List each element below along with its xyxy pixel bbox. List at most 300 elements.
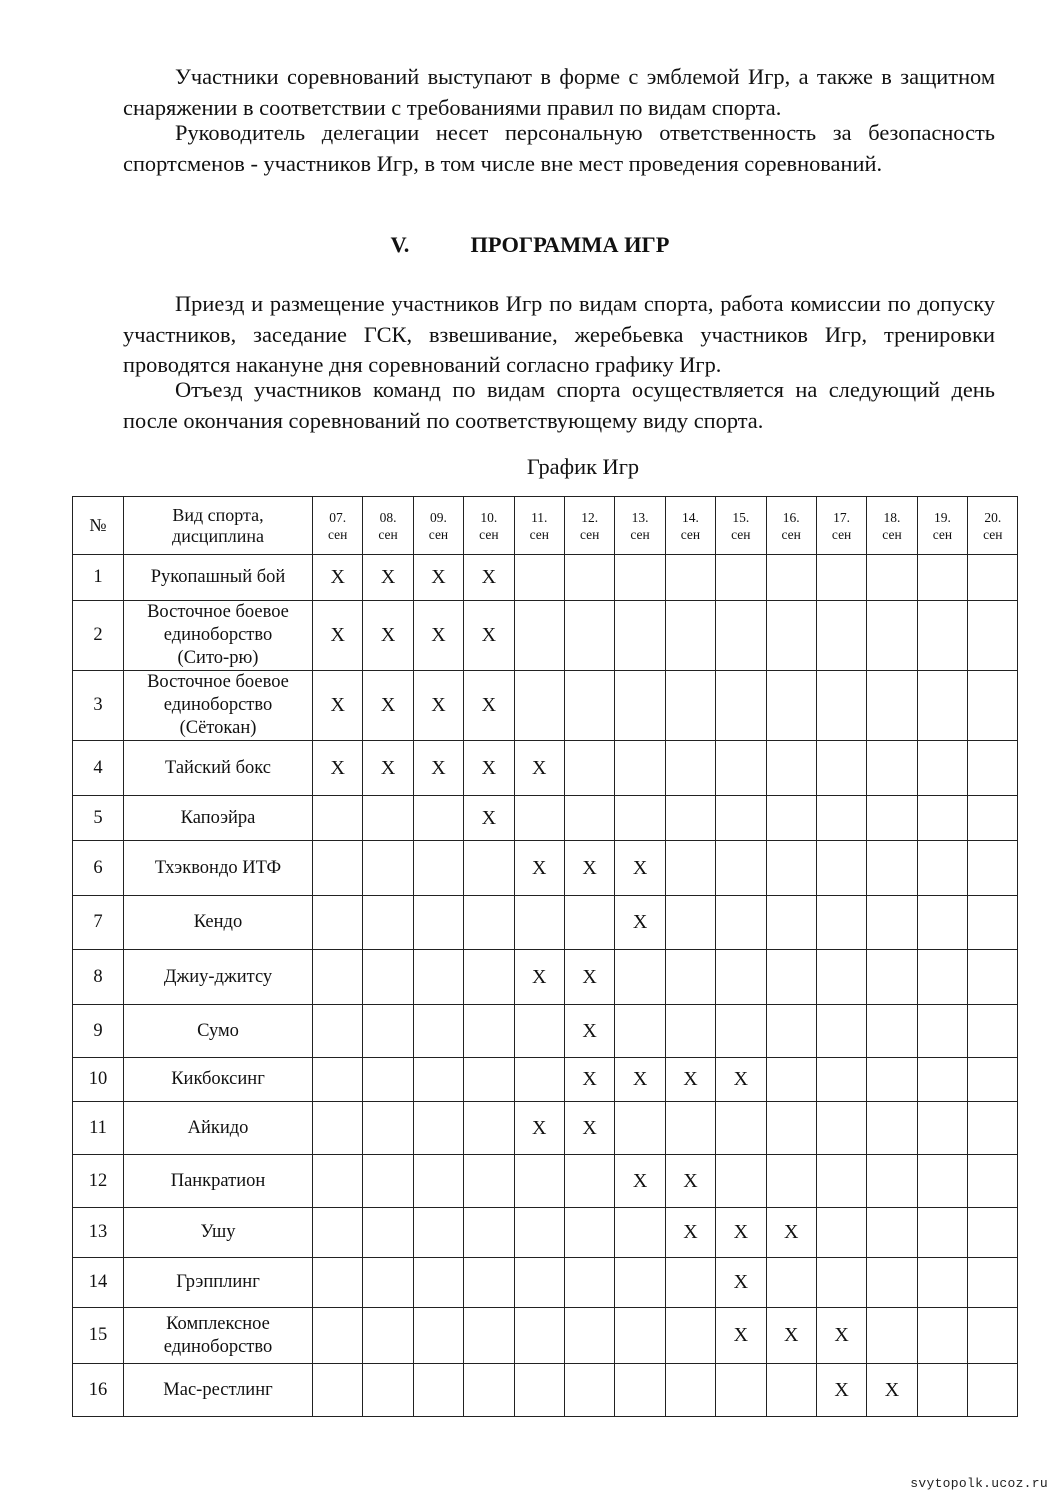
schedule-cell [464, 896, 514, 950]
schedule-cell [968, 1058, 1018, 1102]
header-date-day: 16. [782, 509, 800, 525]
schedule-mark: X [363, 671, 413, 741]
schedule-cell [917, 1155, 967, 1208]
schedule-cell [514, 671, 564, 741]
schedule-cell [514, 601, 564, 671]
row-sport [124, 896, 313, 950]
sport-name-line: Комплексное [166, 1313, 270, 1334]
row-sport [124, 1208, 313, 1258]
schedule-cell [766, 741, 816, 796]
schedule-cell [766, 1005, 816, 1058]
schedule-cell [564, 671, 614, 741]
schedule-cell [363, 1308, 413, 1364]
schedule-cell [665, 950, 715, 1005]
schedule-cell [716, 555, 766, 601]
schedule-cell [816, 1005, 866, 1058]
header-date-month: сен [630, 526, 650, 542]
schedule-cell [867, 1258, 917, 1308]
row-number: 16 [73, 1364, 124, 1417]
schedule-cell [514, 896, 564, 950]
sport-name-line: Восточное боевое [147, 672, 289, 692]
schedule-mark: X [615, 1058, 665, 1102]
schedule-cell [413, 1258, 463, 1308]
schedule-cell [816, 741, 866, 796]
schedule-cell [363, 1058, 413, 1102]
table-row [73, 796, 1018, 841]
schedule-cell [615, 1308, 665, 1364]
schedule-cell [514, 796, 564, 841]
header-date-month: сен [428, 526, 449, 542]
schedule-cell [665, 1364, 715, 1417]
header-date-day: 09. [430, 509, 447, 525]
schedule-cell [968, 1208, 1018, 1258]
header-date [917, 497, 967, 555]
schedule-cell [514, 555, 564, 601]
schedule-cell [313, 1258, 363, 1308]
table-row [73, 841, 1018, 896]
schedule-mark: X [615, 841, 665, 896]
schedule-cell [464, 1308, 514, 1364]
schedule-cell [867, 1208, 917, 1258]
schedule-cell [816, 950, 866, 1005]
row-number: 2 [73, 601, 124, 671]
schedule-mark: X [313, 601, 363, 671]
schedule-mark: X [816, 1308, 866, 1364]
schedule-cell [564, 1364, 614, 1417]
sport-name-line: Тайский бокс [165, 757, 271, 778]
schedule-mark: X [464, 601, 514, 671]
section-heading [0, 232, 1060, 258]
row-number: 13 [73, 1208, 124, 1258]
table-row [73, 601, 1018, 671]
schedule-cell [917, 950, 967, 1005]
schedule-mark: X [313, 671, 363, 741]
schedule-cell [766, 896, 816, 950]
schedule-cell [615, 950, 665, 1005]
schedule-cell [313, 796, 363, 841]
header-date [816, 497, 866, 555]
schedule-cell [968, 671, 1018, 741]
header-date-month: сен [983, 526, 1003, 542]
sport-name-line: единоборство [163, 1336, 273, 1357]
schedule-cell [766, 671, 816, 741]
header-date-month: сен [932, 526, 953, 542]
row-number: 4 [73, 741, 124, 796]
table-row [73, 1308, 1018, 1364]
schedule-cell [716, 1102, 766, 1155]
schedule-cell [514, 1364, 564, 1417]
schedule-cell [665, 671, 715, 741]
schedule-cell [917, 841, 967, 896]
schedule-mark: X [564, 841, 614, 896]
schedule-cell [917, 601, 967, 671]
schedule-cell [665, 555, 715, 601]
schedule-cell [917, 741, 967, 796]
header-date-month: сен [479, 526, 499, 542]
row-sport [124, 1058, 313, 1102]
header-date-day: 10. [480, 509, 498, 525]
sport-name-line: Капоэйра [180, 807, 256, 828]
row-number: 10 [73, 1058, 124, 1102]
schedule-cell [766, 1258, 816, 1308]
schedule-cell [917, 796, 967, 841]
header-date [716, 497, 766, 555]
sport-name-line: Восточное боевое [147, 602, 289, 622]
schedule-cell [816, 1058, 866, 1102]
schedule-cell [917, 1208, 967, 1258]
section-title: ПРОГРАММА ИГР [470, 232, 670, 257]
header-date [665, 497, 715, 555]
schedule-cell [363, 1005, 413, 1058]
schedule-cell [514, 1258, 564, 1308]
header-date-day: 11. [531, 509, 548, 525]
schedule-cell [816, 1102, 866, 1155]
row-number: 1 [73, 555, 124, 601]
schedule-cell [413, 1208, 463, 1258]
schedule-cell [917, 555, 967, 601]
schedule-mark: X [615, 1155, 665, 1208]
sport-name-line: единоборство [163, 625, 273, 645]
schedule-mark: X [413, 555, 463, 601]
schedule-cell [615, 1364, 665, 1417]
schedule-cell [413, 796, 463, 841]
schedule-mark: X [716, 1208, 766, 1258]
schedule-cell [867, 741, 917, 796]
schedule-cell [313, 1308, 363, 1364]
row-number: 11 [73, 1102, 124, 1155]
row-number: 6 [73, 841, 124, 896]
header-date [968, 497, 1018, 555]
schedule-mark: X [413, 671, 463, 741]
sport-name-line: (Сётокан) [179, 718, 257, 738]
schedule-mark: X [766, 1308, 816, 1364]
schedule-cell [313, 1208, 363, 1258]
table-row [73, 555, 1018, 601]
schedule-cell [464, 1155, 514, 1208]
schedule-cell [615, 1258, 665, 1308]
header-date-day: 17. [833, 509, 851, 525]
schedule-cell [816, 1208, 866, 1258]
schedule-mark: X [363, 601, 413, 671]
schedule-cell [867, 841, 917, 896]
header-date [564, 497, 614, 555]
schedule-cell [766, 555, 816, 601]
row-sport [124, 601, 313, 671]
schedule-cell [413, 1155, 463, 1208]
schedule-cell [615, 555, 665, 601]
schedule-cell [363, 1258, 413, 1308]
watermark: svytopolk.ucoz.ru [910, 1476, 1048, 1491]
table-row [73, 896, 1018, 950]
schedule-mark: X [867, 1364, 917, 1417]
header-date-day: 07. [329, 509, 347, 525]
schedule-cell [665, 1102, 715, 1155]
header-sport [124, 497, 313, 555]
schedule-mark: X [564, 1058, 614, 1102]
schedule-cell [867, 1102, 917, 1155]
schedule-cell [867, 1155, 917, 1208]
schedule-cell [968, 1364, 1018, 1417]
schedule-cell [313, 1058, 363, 1102]
schedule-cell [564, 1258, 614, 1308]
table-row [73, 671, 1018, 741]
header-date-month: сен [328, 526, 348, 542]
row-sport [124, 1005, 313, 1058]
row-number: 3 [73, 671, 124, 741]
schedule-cell [413, 1058, 463, 1102]
schedule-cell [564, 741, 614, 796]
schedule-cell [665, 1005, 715, 1058]
schedule-cell [766, 601, 816, 671]
header-date-month: сен [831, 526, 852, 542]
schedule-cell [816, 1258, 866, 1308]
schedule-mark: X [514, 950, 564, 1005]
schedule-cell [665, 1258, 715, 1308]
schedule-cell [615, 601, 665, 671]
row-sport [124, 796, 313, 841]
sport-name-line: Рукопашный бой [150, 567, 286, 587]
schedule-cell [464, 950, 514, 1005]
sport-name-line: Айкидо [187, 1117, 249, 1138]
header-date-day: 12. [581, 509, 599, 525]
schedule-cell [716, 796, 766, 841]
schedule-cell [564, 1308, 614, 1364]
schedule-cell [816, 671, 866, 741]
schedule-cell [313, 841, 363, 896]
sport-name-line: Грэпплинг [176, 1272, 260, 1292]
schedule-cell [867, 555, 917, 601]
sport-name-line: (Сито-рю) [177, 648, 259, 668]
schedule-cell [363, 841, 413, 896]
row-sport [124, 950, 313, 1005]
schedule-cell [464, 1058, 514, 1102]
schedule-cell [766, 1155, 816, 1208]
schedule-cell [665, 741, 715, 796]
schedule-mark: X [665, 1058, 715, 1102]
table-row [73, 1058, 1018, 1102]
schedule-cell [917, 896, 967, 950]
schedule-cell [968, 1102, 1018, 1155]
table-body [73, 555, 1018, 1417]
row-sport [124, 1155, 313, 1208]
row-sport [124, 1308, 313, 1364]
sport-name-line: единоборство [163, 695, 273, 715]
schedule-cell [968, 1308, 1018, 1364]
schedule-cell [665, 796, 715, 841]
schedule-cell [313, 950, 363, 1005]
schedule-cell [968, 950, 1018, 1005]
header-date-day: 08. [379, 509, 397, 525]
schedule-cell [766, 1102, 816, 1155]
row-number: 9 [73, 1005, 124, 1058]
schedule-cell [968, 1005, 1018, 1058]
row-number: 7 [73, 896, 124, 950]
table-row [73, 1005, 1018, 1058]
sport-name-line: Джиу-джитсу [163, 966, 273, 987]
schedule-cell [816, 601, 866, 671]
schedule-cell [615, 1005, 665, 1058]
schedule-mark: X [363, 741, 413, 796]
table-row [73, 1208, 1018, 1258]
schedule-cell [615, 671, 665, 741]
schedule-cell [716, 896, 766, 950]
header-date [615, 497, 665, 555]
schedule-mark: X [313, 741, 363, 796]
schedule-cell [716, 601, 766, 671]
sport-name-line: Сумо [197, 1020, 239, 1041]
schedule-mark: X [564, 950, 614, 1005]
schedule-cell [363, 1155, 413, 1208]
schedule-cell [313, 1102, 363, 1155]
sport-name-line: Панкратион [170, 1170, 266, 1191]
schedule-cell [816, 896, 866, 950]
header-date-month: сен [731, 526, 751, 542]
section-number: V. [390, 232, 410, 257]
row-sport [124, 1102, 313, 1155]
sport-name-line: Кикбоксинг [171, 1069, 265, 1089]
schedule-cell [363, 950, 413, 1005]
schedule-cell [968, 841, 1018, 896]
header-date [867, 497, 917, 555]
schedule-cell [968, 555, 1018, 601]
schedule-cell [363, 1208, 413, 1258]
header-number: № [73, 497, 124, 555]
schedule-cell [816, 841, 866, 896]
row-number: 8 [73, 950, 124, 1005]
header-date [766, 497, 816, 555]
header-date [313, 497, 363, 555]
schedule-cell [766, 1364, 816, 1417]
schedule-cell [968, 601, 1018, 671]
schedule-cell [917, 1308, 967, 1364]
schedule-mark: X [413, 741, 463, 796]
sport-name-line: Тхэквондо ИТФ [154, 857, 282, 878]
header-date-day: 18. [883, 509, 901, 525]
schedule-mark: X [716, 1058, 766, 1102]
schedule-cell [564, 601, 614, 671]
schedule-cell [766, 950, 816, 1005]
schedule-mark: X [716, 1258, 766, 1308]
schedule-mark: X [464, 741, 514, 796]
row-sport [124, 555, 313, 601]
schedule-cell [917, 671, 967, 741]
schedule-mark: X [716, 1308, 766, 1364]
schedule-mark: X [514, 1102, 564, 1155]
schedule-mark: X [615, 896, 665, 950]
schedule-cell [716, 1364, 766, 1417]
paragraph-arrival: Приезд и размещение участников Игр по видам спорта, работа комиссии по допуску участников, заседание ГСК, взвешивание, жеребьевка участников Игр, тренировки проводятся накануне дня соревнований согласно графику Игр. [123, 291, 995, 377]
row-sport [124, 1258, 313, 1308]
schedule-cell [514, 1155, 564, 1208]
schedule-cell [363, 796, 413, 841]
schedule-cell [413, 1308, 463, 1364]
row-number: 12 [73, 1155, 124, 1208]
schedule-cell [867, 1005, 917, 1058]
schedule-cell [313, 1005, 363, 1058]
schedule-cell [766, 1058, 816, 1102]
header-sport-line: Вид спорта, [172, 504, 264, 525]
header-date-month: сен [781, 526, 801, 542]
row-sport [124, 841, 313, 896]
table-row [73, 950, 1018, 1005]
schedule-cell [313, 1364, 363, 1417]
paragraph-departure: Отъезд участников команд по видам спорта осуществляется на следующий день после окончания соревнований по соответствующему виду спорта. [123, 377, 995, 433]
schedule-cell [413, 896, 463, 950]
schedule-cell [665, 601, 715, 671]
schedule-cell [716, 1155, 766, 1208]
schedule-cell [363, 1364, 413, 1417]
table-row [73, 1364, 1018, 1417]
schedule-cell [464, 1258, 514, 1308]
schedule-cell [917, 1102, 967, 1155]
schedule-mark: X [313, 555, 363, 601]
schedule-cell [867, 896, 917, 950]
schedule-mark: X [464, 796, 514, 841]
sport-name-line: Кендо [193, 912, 243, 932]
header-date-month: сен [378, 526, 398, 542]
schedule-cell [313, 1155, 363, 1208]
schedule-cell [413, 1102, 463, 1155]
schedule-cell [716, 671, 766, 741]
schedule-cell [564, 1155, 614, 1208]
schedule-table [72, 496, 1018, 1417]
schedule-cell [968, 741, 1018, 796]
row-number: 15 [73, 1308, 124, 1364]
schedule-cell [716, 1005, 766, 1058]
schedule-cell [766, 796, 816, 841]
schedule-cell [413, 1364, 463, 1417]
schedule-cell [564, 896, 614, 950]
row-sport [124, 1364, 313, 1417]
schedule-cell [615, 1208, 665, 1258]
schedule-cell [716, 950, 766, 1005]
schedule-cell [665, 1308, 715, 1364]
schedule-mark: X [665, 1155, 715, 1208]
header-date-month: сен [579, 526, 600, 542]
table-row [73, 1102, 1018, 1155]
schedule-cell [867, 1308, 917, 1364]
schedule-cell [464, 1364, 514, 1417]
table-row [73, 1155, 1018, 1208]
schedule-cell [917, 1258, 967, 1308]
schedule-cell [615, 796, 665, 841]
header-date-day: 13. [631, 509, 649, 525]
schedule-cell [867, 671, 917, 741]
paragraph-uniform: Участники соревнований выступают в форме с эмблемой Игр, а также в защитном снаряжении в соответствии с требованиями правил по видам спорта. [123, 64, 995, 120]
schedule-cell [816, 555, 866, 601]
schedule-mark: X [514, 741, 564, 796]
schedule-cell [464, 1102, 514, 1155]
schedule-cell [968, 1258, 1018, 1308]
schedule-cell [464, 841, 514, 896]
sport-name-line: Ушу [200, 1222, 236, 1242]
schedule-cell [716, 841, 766, 896]
schedule-cell [867, 1058, 917, 1102]
header-date [514, 497, 564, 555]
schedule-cell [917, 1364, 967, 1417]
sport-name-line: Мас-рестлинг [163, 1379, 273, 1400]
schedule-cell [514, 1005, 564, 1058]
schedule-cell [413, 950, 463, 1005]
schedule-mark: X [816, 1364, 866, 1417]
schedule-cell [564, 555, 614, 601]
header-date-day: 19. [933, 509, 951, 525]
header-date-month: сен [529, 526, 549, 542]
schedule-cell [363, 1102, 413, 1155]
schedule-cell [313, 896, 363, 950]
schedule-mark: X [363, 555, 413, 601]
schedule-mark: X [464, 555, 514, 601]
